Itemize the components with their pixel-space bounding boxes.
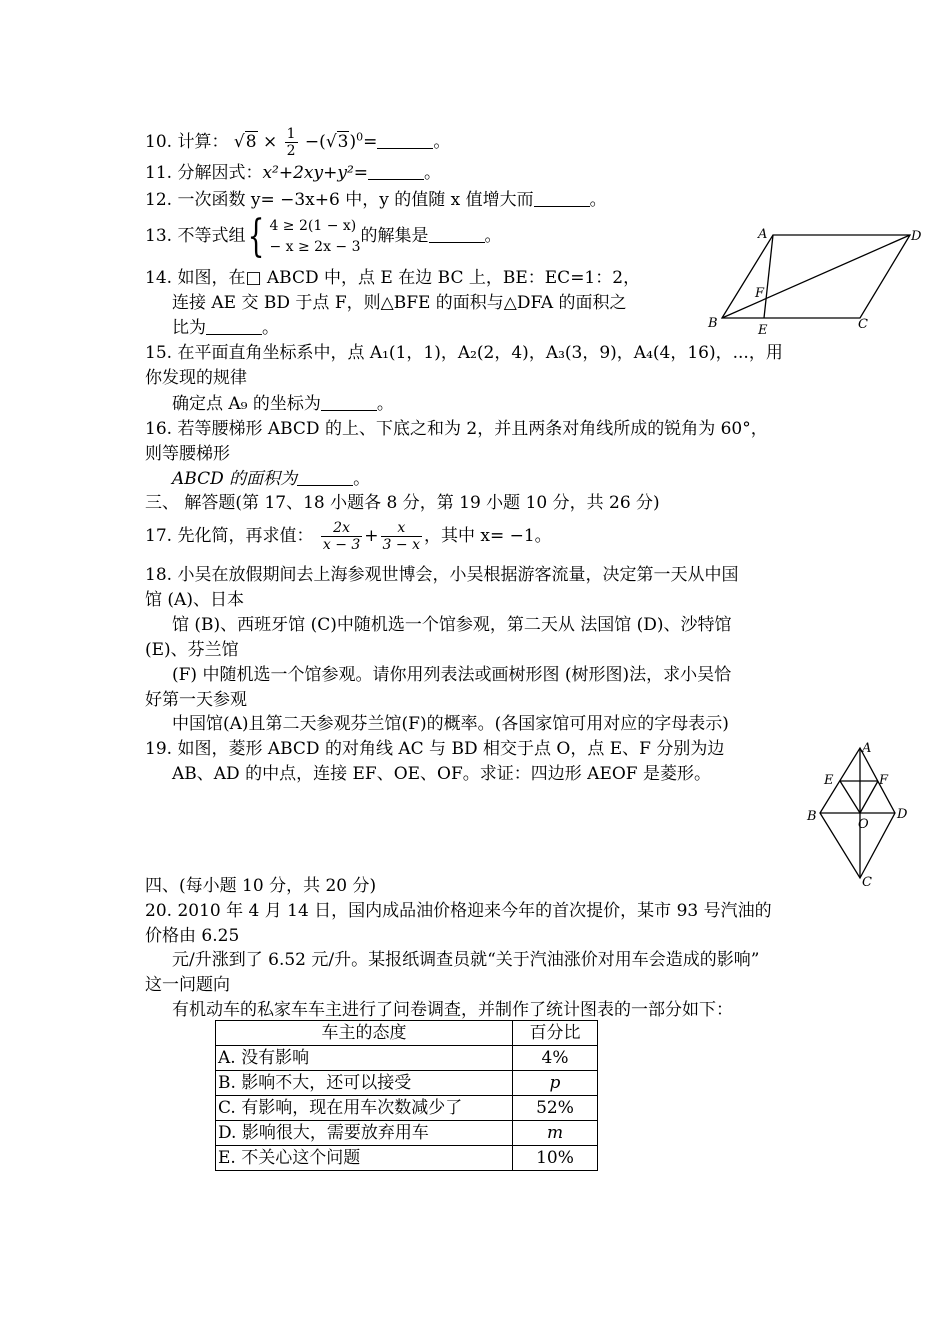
question-11: 11. 分解因式：x²+2xy+y²= 。 (145, 163, 442, 183)
header-attitude: 车主的态度 (216, 1021, 513, 1046)
answer-blank[interactable] (534, 192, 590, 207)
table-row (216, 1121, 598, 1146)
question-14-line1: 14. 如图，在□ ABCD 中，点 E 在边 BC 上，BE：EC=1：2， (145, 268, 641, 288)
question-20-line4: 这一问题向 (145, 975, 230, 995)
attitude-cell: E. 不关心这个问题 (216, 1146, 513, 1171)
table-row (216, 1096, 598, 1121)
question-20-line5: 有机动车的私家车车主进行了问卷调查，并制作了统计图表的一部分如下： (172, 1000, 733, 1020)
section-4-title: 四、(每小题 10 分，共 20 分) (145, 876, 377, 896)
fig1-label-d: D (911, 229, 922, 244)
question-15-line3: 确定点 A₉ 的坐标为 。 (172, 394, 394, 414)
question-10: 10. 计算： √8 × $\frac{1}{2}$ $-(√3)^0=$ 。 (145, 126, 451, 159)
attitude-cell: C. 有影响，现在用车次数减少了 (216, 1096, 513, 1121)
q10-sqrt8: 8 (245, 132, 257, 152)
question-18-line5: (F) 中随机选一个馆参观。请你用列表法或画树形图 (树形图)法，求小吴恰 (172, 665, 732, 685)
question-15-line2: 你发现的规律 (145, 368, 247, 388)
fig2-label-f: F (879, 773, 889, 788)
question-18-line1: 18. 小吴在放假期间去上海参观世博会，小吴根据游客流量，决定第一天从中国 (145, 565, 739, 585)
answer-blank[interactable] (368, 165, 424, 180)
question-16-line1: 16. 若等腰梯形 ABCD 的上、下底之和为 2，并且两条对角线所成的锐角为 60°， (145, 419, 768, 439)
answer-blank[interactable] (321, 396, 377, 411)
question-17: 17. 先化简，再求值： $\frac{2x}{x - 3}$ + $\frac{x}{3 - x}$ ，其中 x= −1。 (145, 520, 552, 553)
fig2-label-b: B (807, 809, 817, 824)
survey-table (215, 1020, 598, 1171)
question-14-line2: 连接 AE 交 BD 于点 F，则△BFE 的面积与△DFA 的面积之 (172, 293, 627, 313)
inequality-system: 4 ≥ 2(1 − x) − x ≥ 2x − 3 (269, 217, 361, 255)
fig1-label-c: C (858, 317, 868, 332)
question-20-line2: 价格由 6.25 (145, 926, 240, 946)
fig2-label-o: O (858, 817, 869, 832)
question-18-line7: 中国馆(A)且第二天参观芬兰馆(F)的概率。(各国家馆可用对应的字母表示) (172, 714, 729, 734)
question-13: 13. 不等式组{ 4 ≥ 2(1 − x) − x ≥ 2x − 3 的解集是 。 (145, 210, 502, 262)
q10-equals: = (363, 132, 378, 152)
question-18-line4: (E)、芬兰馆 (145, 640, 239, 660)
header-percent: 百分比 (513, 1021, 598, 1046)
question-16-line3: ABCD 的面积为 。 (172, 469, 371, 489)
fig1-label-a: A (758, 227, 768, 242)
section-3-title: 三、 解答题(第 17、18 小题各 8 分，第 19 小题 10 分，共 26 分) (145, 493, 660, 513)
q10-exponent: 0 (356, 130, 364, 144)
question-14-line3: 比为 。 (172, 318, 279, 338)
q17-fraction-2: $\frac{x}{3 - x}$ (382, 520, 420, 553)
question-19-line1: 19. 如图，菱形 ABCD 的对角线 AC 与 BD 相交于点 O，点 E、F 分别为边 (145, 739, 725, 759)
answer-blank[interactable] (377, 134, 433, 149)
q10-sqrt3: 3 (337, 132, 349, 152)
fig2-label-a: A (862, 741, 872, 756)
parallelogram-figure (700, 220, 930, 340)
table-header-row (216, 1021, 598, 1046)
rhombus-figure (800, 740, 910, 890)
table-row (216, 1071, 598, 1096)
percent-cell: 4% (513, 1046, 598, 1071)
q10-times: × (262, 132, 278, 152)
answer-blank[interactable] (206, 320, 262, 335)
answer-blank[interactable] (297, 471, 353, 486)
fig1-label-e: E (758, 323, 768, 338)
question-12: 12. 一次函数 y= −3x+6 中，y 的值随 x 值增大而 。 (145, 190, 607, 210)
question-20-line3: 元/升涨到了 6.52 元/升。某报纸调查员就“关于汽油涨价对用车会造成的影响” (172, 950, 760, 970)
q10-paren-open: −( (304, 132, 326, 152)
attitude-cell: A. 没有影响 (216, 1046, 513, 1071)
fig1-label-f: F (755, 286, 765, 301)
fig2-label-d: D (897, 807, 908, 822)
question-16-line2: 则等腰梯形 (145, 444, 230, 464)
q10-paren-close: ) (349, 132, 357, 152)
percent-cell: 10% (513, 1146, 598, 1171)
q11-expression: x²+2xy+y²= (262, 163, 369, 183)
question-20-line1: 20. 2010 年 4 月 14 日，国内成品油价格迎来今年的首次提价，某市 93 号汽油的 (145, 901, 772, 921)
question-18-line2: 馆 (A)、日本 (145, 590, 244, 610)
fig2-label-e: E (824, 773, 834, 788)
percent-cell: p (513, 1071, 598, 1096)
q17-fraction-1: $\frac{2x}{x - 3}$ (322, 520, 361, 553)
percent-cell: 52% (513, 1096, 598, 1121)
fig1-label-b: B (708, 316, 718, 331)
q10-label: 10. 计算： (145, 132, 229, 152)
attitude-cell: D. 影响很大，需要放弃用车 (216, 1121, 513, 1146)
question-18-line6: 好第一天参观 (145, 690, 247, 710)
percent-cell: m (513, 1121, 598, 1146)
table-row (216, 1146, 598, 1171)
q10-fraction: $\frac{1}{2}$ (286, 126, 296, 159)
question-15-line1: 15. 在平面直角坐标系中，点 A₁(1，1)，A₂(2，4)，A₃(3，9)，A₄(4，16)，...，用 (145, 343, 783, 363)
attitude-cell: B. 影响不大，还可以接受 (216, 1071, 513, 1096)
fig2-label-c: C (862, 875, 872, 890)
question-19-line2: AB、AD 的中点，连接 EF、OE、OF。求证：四边形 AEOF 是菱形。 (172, 764, 711, 784)
answer-blank[interactable] (429, 228, 485, 243)
table-row (216, 1046, 598, 1071)
question-18-line3: 馆 (B)、西班牙馆 (C)中随机选一个馆参观，第二天从 法国馆 (D)、沙特馆 (172, 615, 732, 635)
